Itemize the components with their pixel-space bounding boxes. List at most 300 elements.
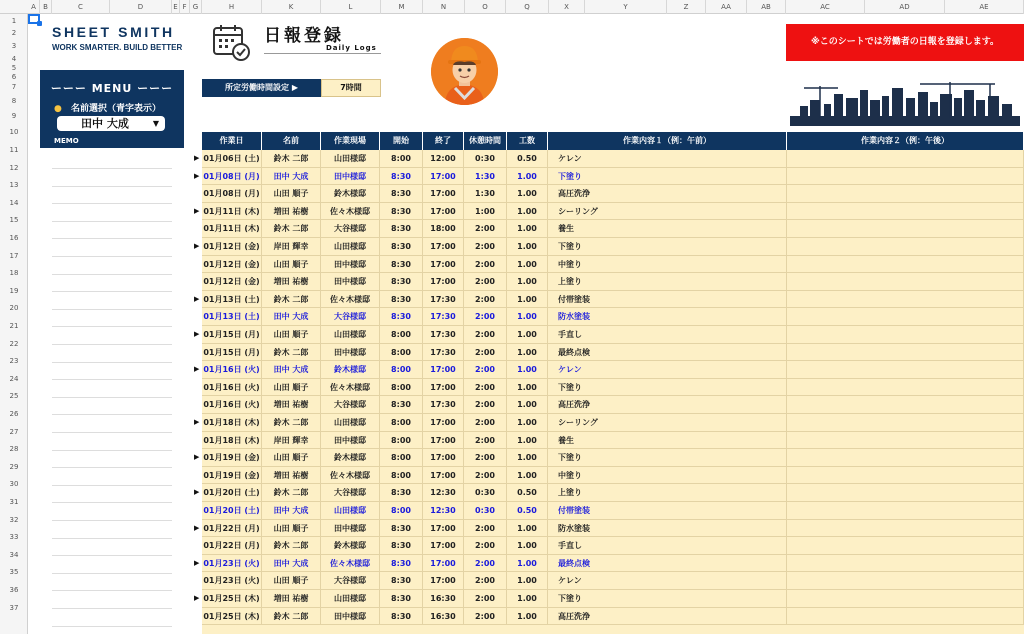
table-cell[interactable]: 大谷様邸 [321, 220, 380, 238]
table-cell[interactable]: 2:00 [464, 537, 507, 555]
row-header[interactable]: 25 [9, 392, 19, 401]
table-cell[interactable]: 01月12日 (金) [202, 238, 262, 256]
column-header[interactable]: C [52, 0, 110, 14]
table-row[interactable] [202, 344, 1024, 362]
row-header[interactable]: 32 [9, 515, 19, 524]
table-row[interactable] [202, 326, 1024, 344]
table-cell[interactable]: 防水塗装 [548, 308, 787, 326]
row-header[interactable]: 37 [9, 603, 19, 612]
table-cell[interactable]: 田中 大成 [262, 361, 321, 379]
column-header[interactable]: AC [786, 0, 865, 14]
table-cell[interactable]: 2:00 [464, 396, 507, 414]
table-cell[interactable]: 8:00 [380, 379, 423, 397]
row-header[interactable]: 17 [9, 251, 19, 260]
row-header[interactable]: 29 [9, 462, 19, 471]
table-cell[interactable] [787, 590, 1024, 608]
table-row[interactable] [202, 484, 1024, 502]
table-cell[interactable]: 増田 祐樹 [262, 590, 321, 608]
table-cell[interactable]: 8:30 [380, 256, 423, 274]
row-header[interactable]: 28 [9, 445, 19, 454]
row-header[interactable]: 10 [9, 128, 19, 136]
table-cell[interactable]: 01月18日 (木) [202, 432, 262, 450]
table-cell[interactable]: 高圧洗浄 [548, 396, 787, 414]
table-cell[interactable] [787, 344, 1024, 362]
table-cell[interactable]: 1.00 [507, 203, 548, 221]
row-header[interactable]: 14 [9, 198, 19, 207]
table-cell[interactable]: 中塗り [548, 256, 787, 274]
table-cell[interactable]: 山田様邸 [321, 502, 380, 520]
table-row[interactable] [202, 379, 1024, 397]
table-cell[interactable]: 鈴木 二郎 [262, 608, 321, 626]
table-cell[interactable]: 01月22日 (月) [202, 537, 262, 555]
table-cell[interactable]: 増田 祐樹 [262, 273, 321, 291]
table-cell[interactable]: 増田 祐樹 [262, 467, 321, 485]
table-cell[interactable]: 田中様邸 [321, 273, 380, 291]
table-cell[interactable]: 17:00 [423, 203, 464, 221]
table-cell[interactable]: 佐々木様邸 [321, 291, 380, 309]
table-cell[interactable]: 付帯塗装 [548, 502, 787, 520]
table-cell[interactable]: 01月20日 (土) [202, 502, 262, 520]
table-cell[interactable]: 8:00 [380, 414, 423, 432]
table-cell[interactable] [787, 256, 1024, 274]
row-header[interactable]: 19 [9, 286, 19, 295]
table-cell[interactable]: 岸田 輝幸 [262, 238, 321, 256]
table-cell[interactable]: 山田 順子 [262, 572, 321, 590]
table-cell[interactable]: 増田 祐樹 [262, 203, 321, 221]
table-cell[interactable]: 1.00 [507, 256, 548, 274]
table-row[interactable] [202, 449, 1024, 467]
table-cell[interactable] [787, 396, 1024, 414]
table-cell[interactable]: 大谷様邸 [321, 396, 380, 414]
table-cell[interactable]: 山田様邸 [321, 414, 380, 432]
column-header[interactable]: AB [747, 0, 786, 14]
table-cell[interactable]: 01月12日 (金) [202, 273, 262, 291]
table-cell[interactable]: 岸田 輝幸 [262, 432, 321, 450]
row-header[interactable]: 31 [9, 498, 19, 506]
row-header[interactable]: 6 [11, 73, 17, 81]
table-cell[interactable]: 17:00 [423, 572, 464, 590]
table-row[interactable] [202, 608, 1024, 626]
table-cell[interactable]: 田中様邸 [321, 168, 380, 186]
table-cell[interactable]: 01月16日 (火) [202, 361, 262, 379]
table-cell[interactable]: 1.00 [507, 414, 548, 432]
table-row[interactable] [202, 273, 1024, 291]
table-cell[interactable]: 佐々木様邸 [321, 555, 380, 573]
table-row[interactable] [202, 502, 1024, 520]
table-cell[interactable]: 田中 大成 [262, 168, 321, 186]
table-cell[interactable]: 8:00 [380, 449, 423, 467]
table-cell[interactable]: 増田 祐樹 [262, 396, 321, 414]
table-cell[interactable]: 最終点検 [548, 344, 787, 362]
table-cell[interactable]: 17:00 [423, 537, 464, 555]
row-expand-arrow-icon[interactable]: ▶ [194, 154, 200, 162]
table-cell[interactable]: シーリング [548, 414, 787, 432]
row-header[interactable]: 21 [9, 322, 19, 330]
table-cell[interactable]: 鈴木 二郎 [262, 344, 321, 362]
table-cell[interactable]: 1.00 [507, 555, 548, 573]
row-header[interactable]: 23 [9, 357, 19, 366]
table-cell[interactable]: 01月19日 (金) [202, 467, 262, 485]
row-header[interactable]: 18 [9, 269, 19, 278]
table-cell[interactable]: 鈴木 二郎 [262, 150, 321, 168]
table-cell[interactable]: 01月16日 (火) [202, 379, 262, 397]
table-cell[interactable]: 下塗り [548, 238, 787, 256]
table-cell[interactable]: 0.50 [507, 484, 548, 502]
column-header[interactable]: L [321, 0, 381, 14]
table-cell[interactable]: 1.00 [507, 273, 548, 291]
row-expand-arrow-icon[interactable]: ▶ [194, 558, 200, 567]
row-expand-arrow-icon[interactable]: ▶ [194, 242, 200, 250]
table-cell[interactable]: 2:00 [464, 326, 507, 344]
column-header[interactable]: G [190, 0, 202, 14]
table-cell[interactable]: 鈴木 二郎 [262, 414, 321, 432]
table-cell[interactable]: 0:30 [464, 484, 507, 502]
table-cell[interactable]: 上塗り [548, 484, 787, 502]
table-cell[interactable]: 1.00 [507, 326, 548, 344]
column-header[interactable]: A [28, 0, 40, 14]
table-cell[interactable]: 17:30 [423, 344, 464, 362]
table-cell[interactable]: 01月11日 (木) [202, 203, 262, 221]
row-expand-arrow-icon[interactable]: ▶ [194, 206, 200, 215]
table-cell[interactable]: 山田様邸 [321, 326, 380, 344]
table-cell[interactable]: 17:00 [423, 555, 464, 573]
table-cell[interactable]: 8:30 [380, 555, 423, 573]
table-cell[interactable]: 17:30 [423, 291, 464, 309]
table-cell[interactable]: 養生 [548, 220, 787, 238]
table-cell[interactable]: 下塗り [548, 379, 787, 397]
table-cell[interactable]: 2:00 [464, 520, 507, 538]
table-row[interactable] [202, 256, 1024, 274]
table-cell[interactable]: 17:00 [423, 379, 464, 397]
table-cell[interactable]: 8:30 [380, 273, 423, 291]
table-cell[interactable]: 01月18日 (木) [202, 414, 262, 432]
table-cell[interactable]: 山田様邸 [321, 238, 380, 256]
table-cell[interactable]: 8:30 [380, 590, 423, 608]
table-cell[interactable]: 0.50 [507, 502, 548, 520]
table-cell[interactable]: 田中 大成 [262, 555, 321, 573]
table-cell[interactable]: 高圧洗浄 [548, 608, 787, 626]
row-header[interactable]: 13 [9, 181, 19, 190]
table-cell[interactable] [787, 414, 1024, 432]
row-header[interactable]: 22 [9, 339, 19, 348]
column-header[interactable]: D [110, 0, 172, 14]
table-cell[interactable] [787, 502, 1024, 520]
table-cell[interactable]: 17:00 [423, 449, 464, 467]
table-cell[interactable] [787, 432, 1024, 450]
table-row[interactable] [202, 396, 1024, 414]
row-expand-arrow-icon[interactable]: ▶ [194, 594, 200, 602]
table-row[interactable] [202, 432, 1024, 450]
table-cell[interactable]: 17:00 [423, 361, 464, 379]
table-cell[interactable]: 01月23日 (火) [202, 555, 262, 573]
table-cell[interactable]: 0.50 [507, 150, 548, 168]
row-header[interactable]: 34 [9, 550, 19, 559]
table-cell[interactable]: 最終点検 [548, 555, 787, 573]
row-header[interactable]: 24 [9, 374, 19, 383]
table-cell[interactable]: 山田 順子 [262, 449, 321, 467]
table-cell[interactable]: 鈴木様邸 [321, 361, 380, 379]
table-cell[interactable]: 1:30 [464, 168, 507, 186]
column-header[interactable]: H [202, 0, 262, 14]
table-cell[interactable] [787, 608, 1024, 626]
column-header[interactable]: X [549, 0, 585, 14]
table-cell[interactable]: 1.00 [507, 361, 548, 379]
table-cell[interactable]: 8:30 [380, 572, 423, 590]
table-cell[interactable]: 01月08日 (月) [202, 185, 262, 203]
table-cell[interactable]: 8:00 [380, 502, 423, 520]
row-header[interactable]: 30 [9, 480, 19, 489]
table-cell[interactable] [787, 238, 1024, 256]
table-cell[interactable] [787, 484, 1024, 502]
table-cell[interactable]: 田中 大成 [262, 502, 321, 520]
table-row[interactable] [202, 590, 1024, 608]
row-header[interactable]: 35 [9, 568, 19, 577]
table-cell[interactable]: 山田 順子 [262, 379, 321, 397]
table-cell[interactable]: 鈴木 二郎 [262, 537, 321, 555]
table-cell[interactable]: 01月22日 (月) [202, 520, 262, 538]
table-cell[interactable]: 8:30 [380, 520, 423, 538]
table-cell[interactable]: 1:30 [464, 185, 507, 203]
table-cell[interactable] [787, 555, 1024, 573]
column-header[interactable]: M [381, 0, 423, 14]
table-cell[interactable]: 鈴木 二郎 [262, 484, 321, 502]
table-cell[interactable] [787, 520, 1024, 538]
row-header[interactable]: 5 [11, 64, 17, 72]
table-cell[interactable]: 12:30 [423, 484, 464, 502]
table-cell[interactable]: ケレン [548, 150, 787, 168]
row-expand-arrow-icon[interactable]: ▶ [194, 523, 200, 532]
row-header[interactable]: 3 [11, 42, 17, 50]
column-header[interactable]: Z [667, 0, 706, 14]
table-cell[interactable]: 高圧洗浄 [548, 185, 787, 203]
row-header[interactable]: 1 [11, 17, 17, 25]
column-header[interactable]: AA [706, 0, 747, 14]
table-row[interactable] [202, 467, 1024, 485]
table-cell[interactable]: 鈴木様邸 [321, 449, 380, 467]
table-cell[interactable]: 8:00 [380, 361, 423, 379]
table-cell[interactable]: 大谷様邸 [321, 572, 380, 590]
table-cell[interactable]: 1.00 [507, 308, 548, 326]
table-cell[interactable]: 8:30 [380, 291, 423, 309]
table-cell[interactable]: 8:30 [380, 396, 423, 414]
table-cell[interactable]: 1.00 [507, 432, 548, 450]
table-cell[interactable] [787, 150, 1024, 168]
table-cell[interactable]: ケレン [548, 361, 787, 379]
row-expand-arrow-icon[interactable]: ▶ [194, 488, 200, 497]
table-cell[interactable]: 17:00 [423, 467, 464, 485]
table-cell[interactable]: 1.00 [507, 168, 548, 186]
column-header[interactable]: N [423, 0, 465, 14]
table-cell[interactable]: 12:30 [423, 502, 464, 520]
table-row[interactable] [202, 414, 1024, 432]
row-header[interactable]: 4 [11, 55, 17, 63]
table-row[interactable] [202, 572, 1024, 590]
table-cell[interactable] [787, 537, 1024, 555]
row-header[interactable]: 27 [9, 427, 19, 436]
column-header[interactable]: Q [506, 0, 549, 14]
table-cell[interactable] [787, 326, 1024, 344]
table-cell[interactable]: 1.00 [507, 291, 548, 309]
table-cell[interactable]: 田中様邸 [321, 520, 380, 538]
table-cell[interactable]: 大谷様邸 [321, 484, 380, 502]
table-cell[interactable]: 0:30 [464, 150, 507, 168]
table-row[interactable] [202, 520, 1024, 538]
table-row[interactable] [202, 185, 1024, 203]
table-cell[interactable]: 8:00 [380, 432, 423, 450]
table-cell[interactable]: 17:00 [423, 520, 464, 538]
table-cell[interactable]: 1.00 [507, 520, 548, 538]
table-cell[interactable]: 山田 順子 [262, 256, 321, 274]
row-expand-arrow-icon[interactable]: ▶ [194, 453, 200, 462]
table-cell[interactable]: 0:30 [464, 502, 507, 520]
table-cell[interactable]: 8:30 [380, 537, 423, 555]
table-cell[interactable]: 2:00 [464, 449, 507, 467]
table-cell[interactable]: 8:00 [380, 467, 423, 485]
table-cell[interactable]: 01月11日 (木) [202, 220, 262, 238]
table-cell[interactable]: 山田 順子 [262, 520, 321, 538]
column-header[interactable]: B [40, 0, 52, 14]
table-cell[interactable]: 17:00 [423, 432, 464, 450]
row-expand-arrow-icon[interactable]: ▶ [194, 418, 200, 426]
table-cell[interactable]: 防水塗装 [548, 520, 787, 538]
fill-handle[interactable] [37, 21, 42, 26]
table-cell[interactable]: 下塗り [548, 590, 787, 608]
table-cell[interactable]: 01月20日 (土) [202, 484, 262, 502]
table-cell[interactable] [787, 572, 1024, 590]
table-cell[interactable]: 2:00 [464, 467, 507, 485]
table-cell[interactable]: 01月25日 (木) [202, 608, 262, 626]
table-cell[interactable]: 17:00 [423, 273, 464, 291]
row-header[interactable]: 33 [9, 533, 19, 542]
table-cell[interactable]: 2:00 [464, 608, 507, 626]
table-cell[interactable] [787, 168, 1024, 186]
table-cell[interactable]: 2:00 [464, 273, 507, 291]
table-cell[interactable]: 16:30 [423, 608, 464, 626]
table-cell[interactable]: 1.00 [507, 572, 548, 590]
table-cell[interactable]: 8:30 [380, 220, 423, 238]
table-cell[interactable]: 2:00 [464, 572, 507, 590]
column-header[interactable]: O [465, 0, 506, 14]
table-cell[interactable]: 8:30 [380, 308, 423, 326]
table-cell[interactable]: 田中様邸 [321, 344, 380, 362]
table-cell[interactable]: 1.00 [507, 238, 548, 256]
table-row[interactable] [202, 150, 1024, 168]
table-cell[interactable]: 01月23日 (火) [202, 572, 262, 590]
table-cell[interactable]: 1.00 [507, 185, 548, 203]
table-cell[interactable]: 2:00 [464, 414, 507, 432]
row-header[interactable]: 16 [9, 234, 19, 242]
table-cell[interactable]: 下塗り [548, 168, 787, 186]
row-header[interactable]: 20 [9, 304, 19, 313]
table-cell[interactable] [787, 467, 1024, 485]
table-cell[interactable]: 01月15日 (月) [202, 344, 262, 362]
table-cell[interactable]: 01月12日 (金) [202, 256, 262, 274]
table-cell[interactable]: 1.00 [507, 379, 548, 397]
table-row[interactable] [202, 291, 1024, 309]
table-cell[interactable]: 12:00 [423, 150, 464, 168]
table-cell[interactable]: 鈴木様邸 [321, 537, 380, 555]
table-cell[interactable]: 01月06日 (土) [202, 150, 262, 168]
table-cell[interactable]: 1.00 [507, 220, 548, 238]
table-cell[interactable]: 17:30 [423, 396, 464, 414]
table-row[interactable] [202, 203, 1024, 221]
table-cell[interactable]: 8:30 [380, 484, 423, 502]
table-cell[interactable]: 8:30 [380, 238, 423, 256]
table-row[interactable] [202, 308, 1024, 326]
table-cell[interactable]: 1.00 [507, 467, 548, 485]
table-cell[interactable]: 01月15日 (月) [202, 326, 262, 344]
table-cell[interactable]: 01月19日 (金) [202, 449, 262, 467]
work-hours-value[interactable]: 7時間 [321, 79, 381, 97]
table-cell[interactable]: 手直し [548, 537, 787, 555]
table-cell[interactable]: 01月25日 (木) [202, 590, 262, 608]
table-cell[interactable]: 17:00 [423, 168, 464, 186]
row-header[interactable]: 12 [9, 163, 19, 172]
table-cell[interactable]: 8:00 [380, 150, 423, 168]
table-cell[interactable]: 2:00 [464, 432, 507, 450]
table-cell[interactable]: 付帯塗装 [548, 291, 787, 309]
table-row[interactable] [202, 168, 1024, 186]
table-cell[interactable]: 01月08日 (月) [202, 168, 262, 186]
table-cell[interactable]: 中塗り [548, 467, 787, 485]
column-header[interactable]: AD [865, 0, 945, 14]
table-row[interactable] [202, 220, 1024, 238]
table-cell[interactable]: 下塗り [548, 449, 787, 467]
column-header[interactable]: AE [945, 0, 1024, 14]
table-cell[interactable]: 2:00 [464, 590, 507, 608]
table-cell[interactable]: 田中様邸 [321, 256, 380, 274]
column-header[interactable]: F [180, 0, 190, 14]
table-cell[interactable]: 手直し [548, 326, 787, 344]
table-cell[interactable]: 1.00 [507, 449, 548, 467]
table-cell[interactable]: 2:00 [464, 238, 507, 256]
table-cell[interactable]: ケレン [548, 572, 787, 590]
row-expand-arrow-icon[interactable]: ▶ [194, 365, 200, 374]
table-cell[interactable]: 田中様邸 [321, 432, 380, 450]
row-expand-arrow-icon[interactable]: ▶ [194, 171, 200, 180]
table-cell[interactable] [787, 291, 1024, 309]
table-cell[interactable]: 8:30 [380, 203, 423, 221]
table-cell[interactable] [787, 203, 1024, 221]
table-row[interactable] [202, 238, 1024, 256]
table-cell[interactable]: 8:00 [380, 326, 423, 344]
row-header[interactable]: 11 [9, 146, 19, 154]
row-header[interactable]: 2 [11, 29, 17, 37]
table-row[interactable] [202, 555, 1024, 573]
table-cell[interactable]: 8:30 [380, 185, 423, 203]
table-cell[interactable]: 田中様邸 [321, 608, 380, 626]
table-cell[interactable]: 17:00 [423, 256, 464, 274]
chevron-down-icon[interactable]: ▼ [152, 119, 159, 128]
table-cell[interactable]: 18:00 [423, 220, 464, 238]
table-cell[interactable] [787, 185, 1024, 203]
table-cell[interactable] [787, 449, 1024, 467]
table-cell[interactable]: 17:00 [423, 238, 464, 256]
table-cell[interactable]: 山田 順子 [262, 326, 321, 344]
row-expand-arrow-icon[interactable]: ▶ [194, 294, 200, 303]
table-cell[interactable]: 8:30 [380, 608, 423, 626]
table-cell[interactable]: 17:00 [423, 185, 464, 203]
table-cell[interactable]: 17:30 [423, 308, 464, 326]
table-cell[interactable] [787, 273, 1024, 291]
table-row[interactable] [202, 537, 1024, 555]
row-header[interactable]: 15 [9, 216, 19, 225]
table-cell[interactable]: 17:30 [423, 326, 464, 344]
table-cell[interactable]: 山田 順子 [262, 185, 321, 203]
name-select-dropdown[interactable] [57, 116, 165, 131]
table-cell[interactable]: 佐々木様邸 [321, 203, 380, 221]
table-cell[interactable]: 16:30 [423, 590, 464, 608]
